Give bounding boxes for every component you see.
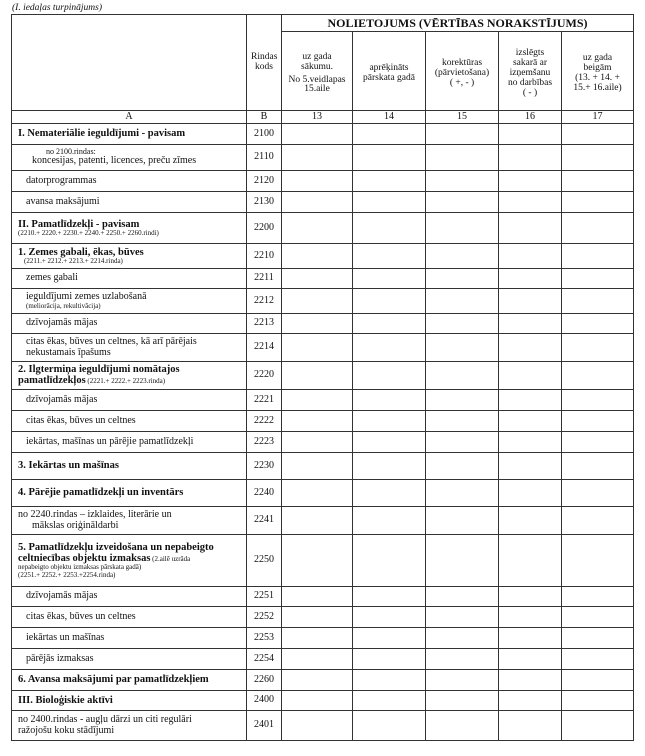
cell-13[interactable] bbox=[282, 269, 353, 289]
row-label: ieguldījumi zemes uzlabošanā (meliorācija, rekultivācija) bbox=[12, 289, 247, 314]
table-row bbox=[12, 269, 634, 289]
table-row bbox=[12, 192, 634, 213]
cell-16[interactable] bbox=[499, 480, 562, 507]
row-label: I. Nemateriālie ieguldījumi - pavisam bbox=[12, 124, 247, 145]
cell-16[interactable] bbox=[499, 649, 562, 670]
row-label: 4. Pārējie pamatlīdzekļi un inventārs bbox=[12, 480, 247, 507]
col-head-14: aprēķināts pārskata gadā bbox=[353, 32, 426, 111]
cell-14[interactable] bbox=[353, 628, 426, 649]
row-label: 1. Zemes gabali, ēkas, būves (2211.+ 2212.+ 2213.+ 2214.rinda) bbox=[12, 244, 247, 269]
cell-15[interactable] bbox=[426, 362, 499, 390]
cell-15[interactable] bbox=[426, 649, 499, 670]
cell-14[interactable] bbox=[353, 334, 426, 362]
row-code: 2130 bbox=[247, 192, 282, 213]
row-label: no 2100.rindas: koncesijas, patenti, licences, preču zīmes bbox=[12, 145, 247, 171]
cell-17[interactable] bbox=[562, 124, 634, 145]
row-code: 2251 bbox=[247, 587, 282, 607]
row-code: 2254 bbox=[247, 649, 282, 670]
cell-14[interactable] bbox=[353, 649, 426, 670]
cell-17[interactable] bbox=[562, 334, 634, 362]
row-label: III. Bioloģiskie aktīvi bbox=[12, 691, 247, 711]
cell-13[interactable] bbox=[282, 213, 353, 244]
cell-16[interactable] bbox=[499, 670, 562, 691]
table-row bbox=[12, 587, 634, 607]
row-label: dzīvojamās mājas bbox=[12, 390, 247, 411]
cell-15[interactable] bbox=[426, 453, 499, 480]
cell-16[interactable] bbox=[499, 289, 562, 314]
row-code: 2214 bbox=[247, 334, 282, 362]
cell-14[interactable] bbox=[353, 453, 426, 480]
row-label: no 2240.rindas – izklaides, literārie un mākslas oriģināldarbi bbox=[12, 507, 247, 535]
cell-13[interactable] bbox=[282, 362, 353, 390]
cell-15[interactable] bbox=[426, 607, 499, 628]
cell-17[interactable] bbox=[562, 145, 634, 171]
index-15: 15 bbox=[426, 111, 499, 124]
cell-15[interactable] bbox=[426, 535, 499, 587]
cell-14[interactable] bbox=[353, 289, 426, 314]
cell-14[interactable] bbox=[353, 507, 426, 535]
row-label: citas ēkas, būves un celtnes bbox=[12, 607, 247, 628]
table-row bbox=[12, 628, 634, 649]
col-head-17: uz gada beigām (13. + 14. + 15.+ 16.aile) bbox=[562, 32, 634, 111]
row-code: 2213 bbox=[247, 314, 282, 334]
cell-17[interactable] bbox=[562, 244, 634, 269]
row-code: 2110 bbox=[247, 145, 282, 171]
cell-17[interactable] bbox=[562, 711, 634, 741]
code-header: Rindas kods bbox=[247, 15, 282, 111]
cell-13[interactable] bbox=[282, 587, 353, 607]
index-a: A bbox=[12, 111, 247, 124]
cell-16[interactable] bbox=[499, 453, 562, 480]
row-label: 6. Avansa maksājumi par pamatlīdzekļiem bbox=[12, 670, 247, 691]
table-row bbox=[12, 213, 634, 244]
row-code: 2120 bbox=[247, 171, 282, 192]
cell-16[interactable] bbox=[499, 432, 562, 453]
row-code: 2210 bbox=[247, 244, 282, 269]
cell-17[interactable] bbox=[562, 362, 634, 390]
cell-14[interactable] bbox=[353, 362, 426, 390]
cell-14[interactable] bbox=[353, 145, 426, 171]
table-row bbox=[12, 607, 634, 628]
cell-16[interactable] bbox=[499, 192, 562, 213]
cell-14[interactable] bbox=[353, 607, 426, 628]
cell-16[interactable] bbox=[499, 213, 562, 244]
cell-14[interactable] bbox=[353, 432, 426, 453]
cell-17[interactable] bbox=[562, 213, 634, 244]
row-label: pārējās izmaksas bbox=[12, 649, 247, 670]
cell-13[interactable] bbox=[282, 628, 353, 649]
cell-15[interactable] bbox=[426, 192, 499, 213]
cell-17[interactable] bbox=[562, 670, 634, 691]
continuation-note: (I. iedaļas turpinājums) bbox=[12, 3, 102, 13]
row-code: 2253 bbox=[247, 628, 282, 649]
table-row bbox=[12, 411, 634, 432]
cell-14[interactable] bbox=[353, 244, 426, 269]
table-row bbox=[12, 314, 634, 334]
cell-14[interactable] bbox=[353, 171, 426, 192]
table-row bbox=[12, 289, 634, 314]
cell-13[interactable] bbox=[282, 649, 353, 670]
cell-13[interactable] bbox=[282, 192, 353, 213]
row-code: 2223 bbox=[247, 432, 282, 453]
row-code: 2250 bbox=[247, 535, 282, 587]
row-label: iekārtas, mašīnas un pārējie pamatlīdzekļi bbox=[12, 432, 247, 453]
row-label: dzīvojamās mājas bbox=[12, 314, 247, 334]
cell-13[interactable] bbox=[282, 390, 353, 411]
table-row bbox=[12, 145, 634, 171]
table-row bbox=[12, 432, 634, 453]
row-code: 2230 bbox=[247, 453, 282, 480]
cell-17[interactable] bbox=[562, 411, 634, 432]
cell-15[interactable] bbox=[426, 124, 499, 145]
row-label: 2. Ilgtermiņa ieguldījumi nomātajos pamatlīdzekļos (2221.+ 2222.+ 2223.rinda) bbox=[12, 362, 247, 390]
cell-16[interactable] bbox=[499, 362, 562, 390]
row-label: 5. Pamatlīdzekļu izveidošana un nepabeigto celtniecības objektu izmaksas (2.ailē uzrāda nepabeigto objektu izmaksas pārskata gadā) (2251.+ 2252.+ 2253.+2254.rinda) bbox=[12, 535, 247, 587]
cell-13[interactable] bbox=[282, 171, 353, 192]
cell-17[interactable] bbox=[562, 453, 634, 480]
cell-14[interactable] bbox=[353, 587, 426, 607]
cell-16[interactable] bbox=[499, 711, 562, 741]
row-label: dzīvojamās mājas bbox=[12, 587, 247, 607]
cell-14[interactable] bbox=[353, 411, 426, 432]
cell-17[interactable] bbox=[562, 390, 634, 411]
cell-15[interactable] bbox=[426, 670, 499, 691]
cell-16[interactable] bbox=[499, 628, 562, 649]
row-code: 2100 bbox=[247, 124, 282, 145]
cell-14[interactable] bbox=[353, 670, 426, 691]
cell-14[interactable] bbox=[353, 711, 426, 741]
cell-15[interactable] bbox=[426, 145, 499, 171]
cell-17[interactable] bbox=[562, 432, 634, 453]
cell-16[interactable] bbox=[499, 691, 562, 711]
table-title: NOLIETOJUMS (VĒRTĪBAS NORAKSTĪJUMS) bbox=[282, 15, 634, 32]
cell-17[interactable] bbox=[562, 507, 634, 535]
cell-14[interactable] bbox=[353, 390, 426, 411]
row-code: 2400 bbox=[247, 691, 282, 711]
cell-16[interactable] bbox=[499, 411, 562, 432]
cell-16[interactable] bbox=[499, 334, 562, 362]
cell-16[interactable] bbox=[499, 507, 562, 535]
cell-16[interactable] bbox=[499, 587, 562, 607]
cell-16[interactable] bbox=[499, 124, 562, 145]
cell-14[interactable] bbox=[353, 269, 426, 289]
row-label: citas ēkas, būves un celtnes bbox=[12, 411, 247, 432]
cell-17[interactable] bbox=[562, 535, 634, 587]
cell-13[interactable] bbox=[282, 334, 353, 362]
cell-14[interactable] bbox=[353, 314, 426, 334]
row-label: iekārtas un mašīnas bbox=[12, 628, 247, 649]
cell-14[interactable] bbox=[353, 691, 426, 711]
cell-15[interactable] bbox=[426, 587, 499, 607]
row-label: avansa maksājumi bbox=[12, 192, 247, 213]
cell-13[interactable] bbox=[282, 314, 353, 334]
index-16: 16 bbox=[499, 111, 562, 124]
cell-17[interactable] bbox=[562, 192, 634, 213]
cell-17[interactable] bbox=[562, 607, 634, 628]
row-code: 2200 bbox=[247, 213, 282, 244]
row-code: 2221 bbox=[247, 390, 282, 411]
row-label: II. Pamatlīdzekļi - pavisam (2210.+ 2220.+ 2230.+ 2240.+ 2250.+ 2260.rindi) bbox=[12, 213, 247, 244]
row-code: 2211 bbox=[247, 269, 282, 289]
cell-14[interactable] bbox=[353, 480, 426, 507]
cell-13[interactable] bbox=[282, 453, 353, 480]
cell-13[interactable] bbox=[282, 124, 353, 145]
row-code: 2241 bbox=[247, 507, 282, 535]
table-row bbox=[12, 691, 634, 711]
cell-15[interactable] bbox=[426, 628, 499, 649]
row-code: 2260 bbox=[247, 670, 282, 691]
table-row bbox=[12, 711, 634, 741]
cell-13[interactable] bbox=[282, 480, 353, 507]
cell-16[interactable] bbox=[499, 535, 562, 587]
cell-16[interactable] bbox=[499, 244, 562, 269]
index-row bbox=[12, 111, 634, 124]
cell-14[interactable] bbox=[353, 535, 426, 587]
row-label: 3. Iekārtas un mašīnas bbox=[12, 453, 247, 480]
cell-16[interactable] bbox=[499, 607, 562, 628]
row-label: citas ēkas, būves un celtnes, kā arī pārējais nekustamais īpašums bbox=[12, 334, 247, 362]
cell-13[interactable] bbox=[282, 535, 353, 587]
table-row bbox=[12, 507, 634, 535]
cell-17[interactable] bbox=[562, 289, 634, 314]
cell-17[interactable] bbox=[562, 314, 634, 334]
cell-14[interactable] bbox=[353, 213, 426, 244]
cell-16[interactable] bbox=[499, 171, 562, 192]
row-code: 2222 bbox=[247, 411, 282, 432]
cell-15[interactable] bbox=[426, 711, 499, 741]
table-row bbox=[12, 334, 634, 362]
cell-17[interactable] bbox=[562, 587, 634, 607]
cell-17[interactable] bbox=[562, 480, 634, 507]
col-head-15: korektūras (pārvietošana) ( +, - ) bbox=[426, 32, 499, 111]
cell-15[interactable] bbox=[426, 171, 499, 192]
depreciation-table bbox=[11, 14, 634, 741]
cell-13[interactable] bbox=[282, 432, 353, 453]
cell-14[interactable] bbox=[353, 192, 426, 213]
col-head-13: uz gada sākumu. No 5.veidlapas 15.aile bbox=[282, 32, 353, 111]
cell-13[interactable] bbox=[282, 670, 353, 691]
label-header-cell bbox=[12, 15, 247, 111]
cell-16[interactable] bbox=[499, 269, 562, 289]
cell-13[interactable] bbox=[282, 289, 353, 314]
table-row bbox=[12, 124, 634, 145]
table-row bbox=[12, 390, 634, 411]
index-17: 17 bbox=[562, 111, 634, 124]
table-row bbox=[12, 535, 634, 587]
row-code: 2401 bbox=[247, 711, 282, 741]
cell-15[interactable] bbox=[426, 269, 499, 289]
cell-13[interactable] bbox=[282, 711, 353, 741]
cell-15[interactable] bbox=[426, 411, 499, 432]
cell-17[interactable] bbox=[562, 649, 634, 670]
row-code: 2220 bbox=[247, 362, 282, 390]
cell-16[interactable] bbox=[499, 390, 562, 411]
cell-13[interactable] bbox=[282, 607, 353, 628]
row-code: 2212 bbox=[247, 289, 282, 314]
cell-15[interactable] bbox=[426, 691, 499, 711]
table-row bbox=[12, 480, 634, 507]
cell-13[interactable] bbox=[282, 507, 353, 535]
row-label: datorprogrammas bbox=[12, 171, 247, 192]
row-label: no 2400.rindas - augļu dārzi un citi regulāri ražojošu koku stādījumi bbox=[12, 711, 247, 741]
row-code: 2252 bbox=[247, 607, 282, 628]
cell-15[interactable] bbox=[426, 507, 499, 535]
row-code: 2240 bbox=[247, 480, 282, 507]
cell-17[interactable] bbox=[562, 269, 634, 289]
index-13: 13 bbox=[282, 111, 353, 124]
index-b: B bbox=[247, 111, 282, 124]
cell-15[interactable] bbox=[426, 432, 499, 453]
table-row bbox=[12, 362, 634, 390]
cell-17[interactable] bbox=[562, 691, 634, 711]
index-14: 14 bbox=[353, 111, 426, 124]
cell-15[interactable] bbox=[426, 314, 499, 334]
table-row bbox=[12, 453, 634, 480]
cell-16[interactable] bbox=[499, 145, 562, 171]
cell-13[interactable] bbox=[282, 244, 353, 269]
table-row bbox=[12, 649, 634, 670]
table-row bbox=[12, 244, 634, 269]
cell-13[interactable] bbox=[282, 145, 353, 171]
cell-16[interactable] bbox=[499, 314, 562, 334]
cell-15[interactable] bbox=[426, 390, 499, 411]
cell-15[interactable] bbox=[426, 213, 499, 244]
row-label: zemes gabali bbox=[12, 269, 247, 289]
cell-14[interactable] bbox=[353, 124, 426, 145]
table-row bbox=[12, 670, 634, 691]
cell-13[interactable] bbox=[282, 691, 353, 711]
cell-15[interactable] bbox=[426, 480, 499, 507]
table-row bbox=[12, 171, 634, 192]
cell-17[interactable] bbox=[562, 628, 634, 649]
cell-17[interactable] bbox=[562, 171, 634, 192]
cell-15[interactable] bbox=[426, 289, 499, 314]
cell-13[interactable] bbox=[282, 411, 353, 432]
cell-15[interactable] bbox=[426, 244, 499, 269]
col-head-16: izslēgts sakarā ar izņemšanu no darbības ( - ) bbox=[499, 32, 562, 111]
cell-15[interactable] bbox=[426, 334, 499, 362]
